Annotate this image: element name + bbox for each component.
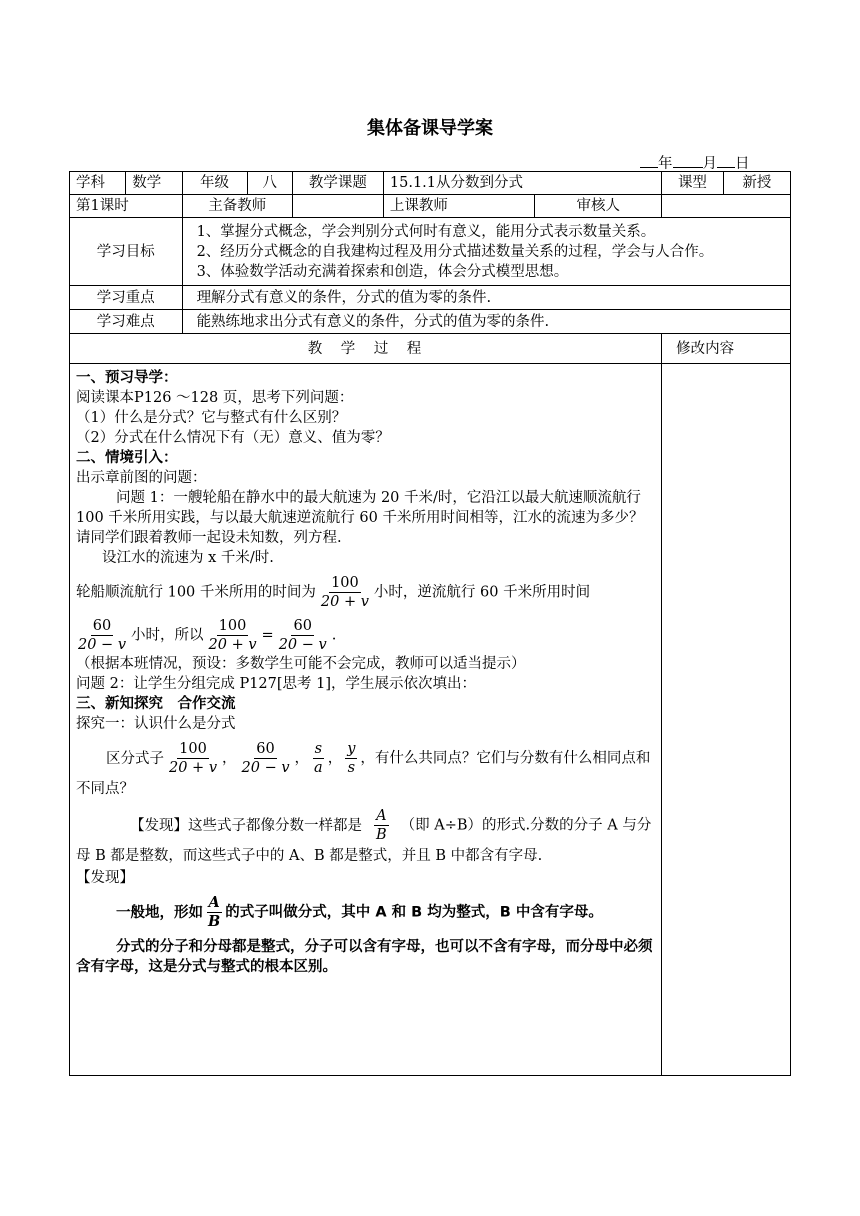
revision-content xyxy=(662,364,791,1076)
period-value: 第1课时 xyxy=(70,195,183,218)
topic-value: 15.1.1从分数到分式 xyxy=(383,172,661,195)
lead-teacher-label: 主备教师 xyxy=(182,195,292,218)
numerator: y xyxy=(347,741,356,757)
denominator: s xyxy=(347,760,356,776)
month-label: 月 xyxy=(702,156,717,172)
process-header: 教 学 过 程 xyxy=(70,334,662,364)
text-line: 请同学们跟着教师一起设未知数，列方程. xyxy=(76,530,342,546)
denominator: 20 − v xyxy=(78,637,127,653)
day-label: 日 xyxy=(735,156,750,172)
text-span: 小时，逆流航行 60 千米所用时间 xyxy=(373,584,591,601)
numerator: 60 xyxy=(92,618,112,634)
lesson-plan-table xyxy=(69,171,791,1076)
fraction-list-line xyxy=(76,740,655,801)
type-value: 新授 xyxy=(723,172,790,195)
month-blank xyxy=(673,153,703,168)
process-body-row xyxy=(70,364,791,1076)
reviewer-label: 审核人 xyxy=(535,195,662,218)
document-title: 集体备课导学案 xyxy=(367,118,493,139)
revision-header: 修改内容 xyxy=(662,334,791,364)
objective-item: 1、掌握分式概念，学会判别分式何时有意义，能用分式表示数量关系。 xyxy=(196,223,656,240)
fraction-s-over-a xyxy=(312,740,325,777)
denominator: a xyxy=(314,760,323,776)
denominator: 20 + v xyxy=(208,637,257,653)
teacher-label: 上课教师 xyxy=(383,195,535,218)
objective-item: 3、体验数学活动充满着探索和创造，体会分式模型思想。 xyxy=(196,263,569,280)
objective-item: 2、经历分式概念的自我建构过程及用分式描述数量关系的过程，学会与人合作。 xyxy=(196,243,714,260)
denominator: 20 − v xyxy=(278,637,327,653)
day-blank xyxy=(717,153,735,168)
equation-line-1 xyxy=(76,574,655,611)
section-preview-title: 一、预习导学： xyxy=(76,370,178,386)
text-line: 阅读课本P126 ～128 页，思考下列问题： xyxy=(76,390,354,406)
section-scenario-title: 二、情境引入： xyxy=(76,450,178,466)
definition-note: 分式的分子和分母都是整式，分子可以含有字母，也可以不含有字母，而分母中必须含有字母，这是分式与整式的根本区别。 xyxy=(76,939,653,975)
subject-label: 学科 xyxy=(70,172,126,195)
grade-label: 年级 xyxy=(182,172,247,195)
text-line: （根据本班情况，预设：多数学生可能不会完成，教师可以适当提示） xyxy=(76,656,526,672)
text-span: 轮船顺流航行 100 千米所用的时间为 xyxy=(76,584,316,601)
fraction-60-over-20-minus-v xyxy=(277,617,329,654)
numerator: s xyxy=(314,741,323,757)
text-line: 出示章前图的问题： xyxy=(76,470,207,486)
subject-value: 数学 xyxy=(126,172,182,195)
difficulties-row xyxy=(70,310,791,334)
text-span: ，有什么共同点？它们与分数有什么相同点和不同点？ xyxy=(76,750,651,797)
definition-line xyxy=(76,894,655,931)
numerator: 100 xyxy=(179,741,207,757)
denominator: 20 + v xyxy=(320,594,369,610)
text-line: （2）分式在什么情况下有（无）意义、值为零？ xyxy=(76,430,390,446)
text-span: 小时，所以 xyxy=(131,627,204,644)
key-points-row xyxy=(70,286,791,310)
fraction-60-over-20-minus-v xyxy=(76,617,128,654)
denominator: B xyxy=(208,913,221,930)
fraction-y-over-s xyxy=(345,740,357,777)
numerator: A xyxy=(208,894,220,911)
type-label: 课型 xyxy=(662,172,724,195)
text-line: 设江水的流速为 x 千米/时. xyxy=(102,550,274,566)
process-content xyxy=(70,364,662,1076)
lead-teacher-value xyxy=(292,195,383,218)
numerator: 100 xyxy=(331,575,359,591)
discovery-paragraph xyxy=(76,807,655,868)
period-sign: . xyxy=(331,627,337,644)
key-points-label: 学习重点 xyxy=(70,286,183,310)
equation-line-2 xyxy=(76,617,655,654)
difficulties-label: 学习难点 xyxy=(70,310,183,334)
fraction-100-over-20-plus-v xyxy=(167,740,219,777)
header-row-1 xyxy=(70,172,791,195)
text-line: 探究一：认识什么是分式 xyxy=(76,716,236,732)
grade-value: 八 xyxy=(247,172,292,195)
discovery-label: 【发现】 xyxy=(76,870,134,886)
date-line xyxy=(640,152,750,173)
topic-label: 教学课题 xyxy=(292,172,383,195)
fraction-100-over-20-plus-v xyxy=(207,617,259,654)
difficulties-text: 能熟练地求出分式有意义的条件，分式的值为零的条件. xyxy=(182,310,790,334)
denominator: B xyxy=(376,827,387,843)
year-label: 年 xyxy=(658,156,673,172)
text-span: 的式子叫做分式，其中 A 和 B 均为整式，B 中含有字母。 xyxy=(225,904,603,921)
numerator: 60 xyxy=(293,618,312,634)
objectives-cell xyxy=(182,218,790,286)
numerator: 100 xyxy=(218,618,247,634)
comma: ， xyxy=(327,750,343,767)
comma: ， xyxy=(222,750,237,767)
objectives-row xyxy=(70,218,791,286)
year-blank xyxy=(640,153,658,168)
denominator: 20 − v xyxy=(241,760,290,776)
header-row-2 xyxy=(70,195,791,218)
key-points-text: 理解分式有意义的条件，分式的值为零的条件. xyxy=(182,286,790,310)
fraction-A-over-B xyxy=(206,894,222,931)
denominator: 20 + v xyxy=(169,760,218,776)
comma: ， xyxy=(294,750,310,767)
numerator: 60 xyxy=(256,741,275,757)
numerator: A xyxy=(376,808,387,824)
process-header-row xyxy=(70,334,791,364)
equals-sign: = xyxy=(261,627,274,644)
text-span: （即 A÷B）的形式.分数的分子 A 与分母 B 都是整数，而这些式子中的 A、B 都是整式，并且 B 中都含有字母. xyxy=(76,817,652,864)
objectives-label: 学习目标 xyxy=(70,218,183,286)
text-span: 【发现】这些式子都像分数一样都是 xyxy=(130,817,362,834)
text-line: 问题 2：让学生分组完成 P127[思考 1]，学生展示依次填出： xyxy=(76,676,477,692)
problem-1: 问题 1：一艘轮船在静水中的最大航速为 20 千米/时，它沿江以最大航速顺流航行 100 千米所用实践，与以最大航速逆流航行 60 千米所用时间相等，江水的流速为多少？ xyxy=(76,490,644,526)
section-explore-title: 三、新知探究 合作交流 xyxy=(76,696,236,712)
text-span: 区分式子 xyxy=(106,750,164,767)
fraction-100-over-20-plus-v xyxy=(319,574,371,611)
fraction-A-over-B xyxy=(374,807,389,844)
text-line: （1）什么是分式？它与整式有什么区别？ xyxy=(76,410,347,426)
fraction-60-over-20-minus-v xyxy=(240,740,292,777)
reviewer-value xyxy=(662,195,791,218)
text-span: 一般地，形如 xyxy=(116,904,203,921)
